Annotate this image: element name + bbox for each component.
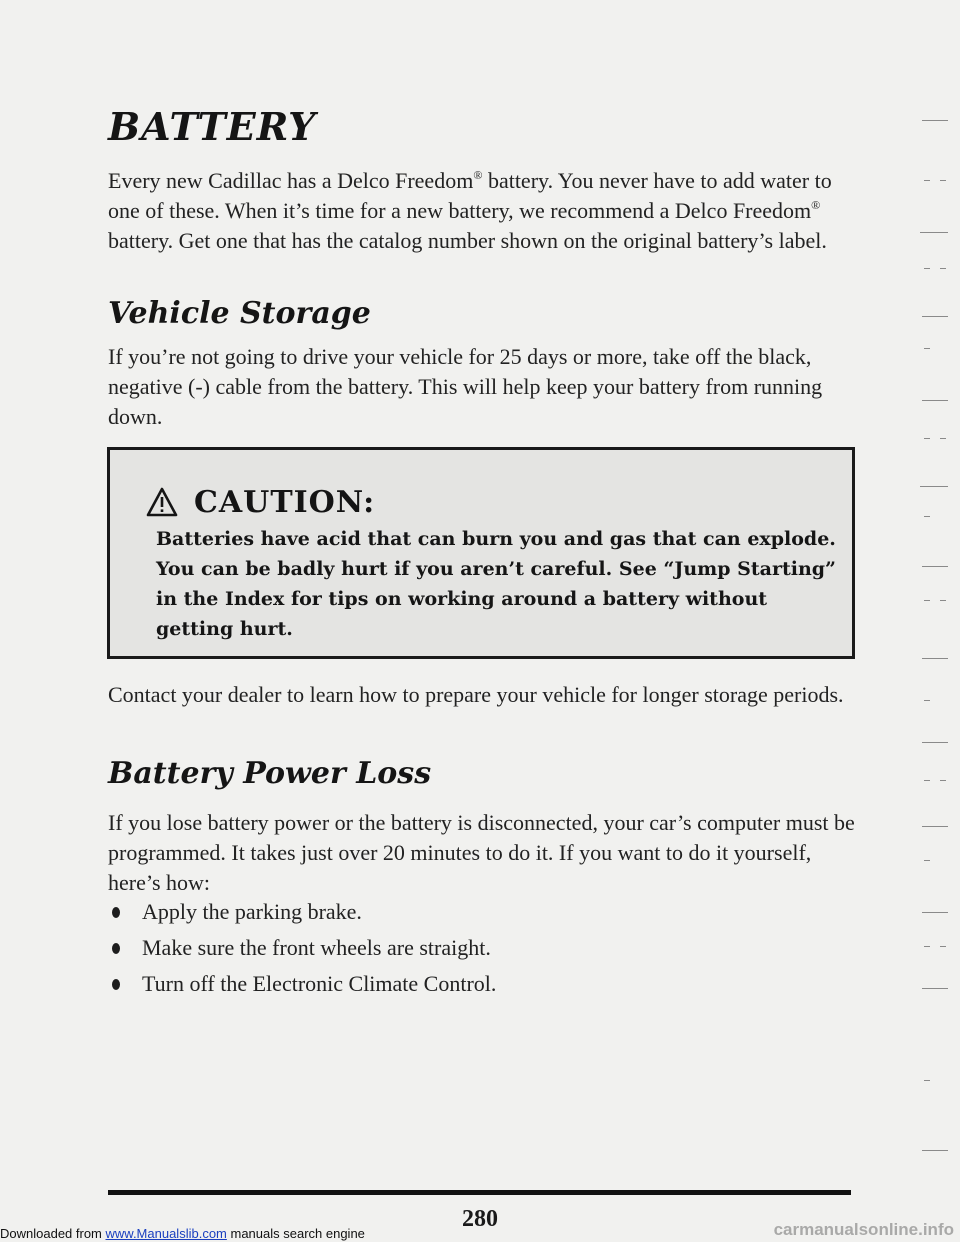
intro-paragraph: Every new Cadillac has a Delco Freedom® battery. You never have to add water to one of these. When it’s time for a new battery, we recommend a Delco Freedom® battery. Get one that has the catalog number shown on the original battery’s label. — [108, 168, 832, 253]
watermark: carmanualsonline.info — [773, 1220, 954, 1239]
list-item: Apply the parking brake. — [112, 894, 496, 930]
list-item: Turn off the Electronic Climate Control. — [112, 966, 496, 1002]
caution-box — [107, 447, 855, 659]
battery-power-loss-heading: Battery Power Loss — [108, 756, 432, 791]
power-loss-paragraph: If you lose battery power or the battery is disconnected, your car’s computer must be programmed. It takes just over 20 minutes to do it. If you want to do it yourself, here’s how: — [108, 810, 855, 895]
page-title: BATTERY — [108, 104, 317, 149]
list-item: Make sure the front wheels are straight. — [112, 930, 496, 966]
bullet-icon — [112, 979, 120, 990]
storage-note-paragraph: Contact your dealer to learn how to prepare your vehicle for longer storage periods. — [108, 682, 844, 707]
vehicle-storage-heading: Vehicle Storage — [108, 296, 371, 331]
margin-marks — [900, 80, 960, 1180]
caution-text: Batteries have acid that can burn you and gas that can explode. You can be badly hurt if you aren’t careful. See “Jump Starting” in the Index for tips on working around a battery without getting hurt. — [156, 528, 836, 640]
bottom-rule — [108, 1190, 851, 1195]
caution-heading — [146, 482, 375, 522]
power-loss-steps — [112, 894, 496, 1002]
vehicle-storage-paragraph: If you’re not going to drive your vehicle for 25 days or more, take off the black, negative (-) cable from the battery. This will help keep your battery from running down. — [108, 344, 823, 429]
bullet-icon — [112, 943, 120, 954]
manualslib-link[interactable]: www.Manualslib.com — [105, 1226, 227, 1241]
caution-label: CAUTION: — [194, 484, 376, 520]
warning-triangle-icon — [146, 487, 178, 517]
download-footer: Downloaded from www.Manualslib.com manuals search engine — [0, 1226, 365, 1241]
page-number: 280 — [462, 1206, 498, 1232]
bullet-icon — [112, 907, 120, 918]
